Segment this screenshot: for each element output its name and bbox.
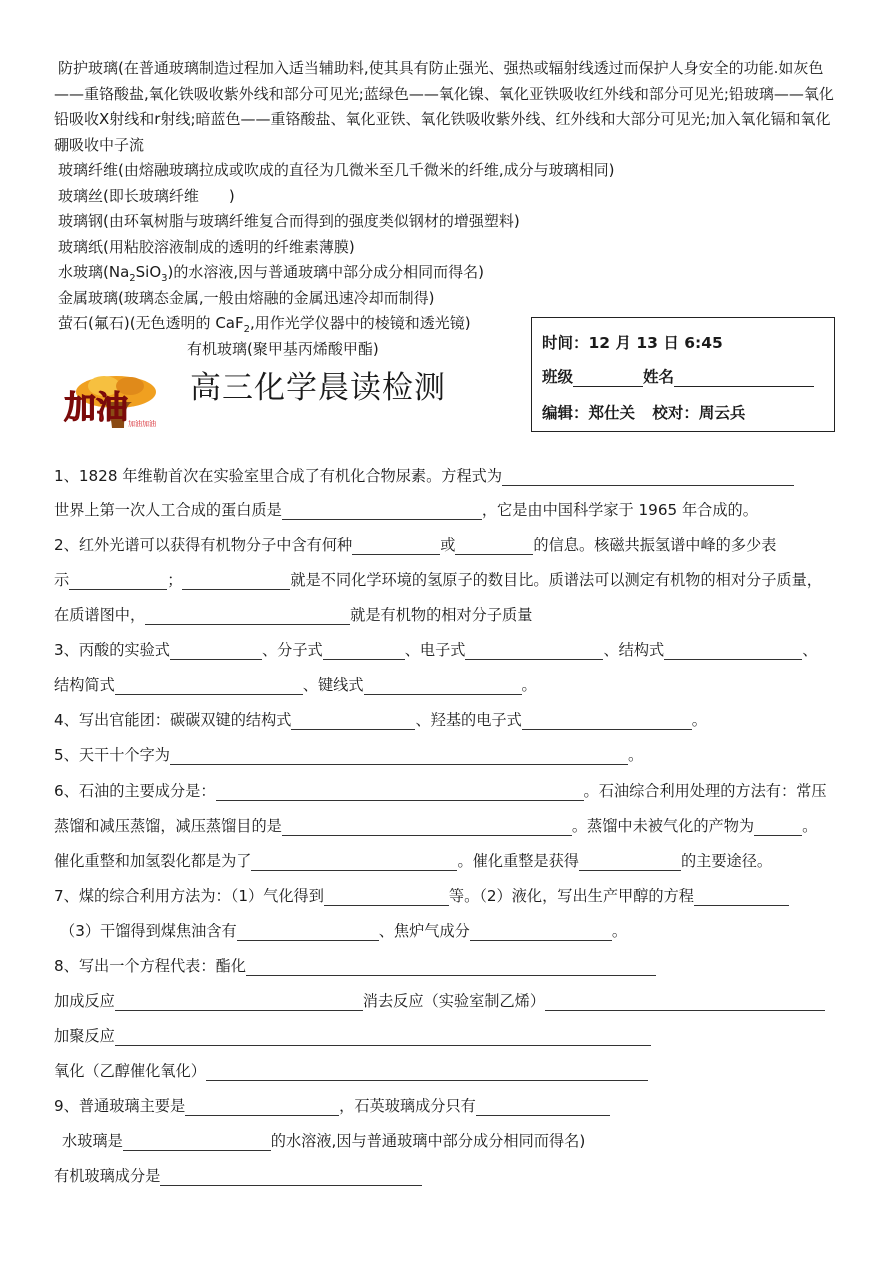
class-name-row bbox=[542, 365, 814, 387]
answer-blank[interactable] bbox=[502, 468, 794, 486]
question-text: 2、红外光谱可以获得有机物分子中含有何种 bbox=[54, 536, 353, 554]
question-text: 、键线式 bbox=[302, 676, 364, 694]
question-text: 世界上第一次人工合成的蛋白质是 bbox=[54, 501, 282, 519]
question-9-line-1 bbox=[54, 1096, 844, 1116]
answer-blank[interactable] bbox=[470, 923, 612, 941]
question-text: 、分子式 bbox=[261, 641, 323, 659]
question-text: 加聚反应 bbox=[54, 1027, 115, 1045]
question-text: 的水溶液,因与普通玻璃中部分成分相同而得名) bbox=[270, 1132, 586, 1150]
question-7-line-2 bbox=[60, 921, 850, 941]
answer-blank[interactable] bbox=[115, 677, 303, 695]
question-8-line-3 bbox=[54, 1026, 844, 1046]
glass-fiber-note: 玻璃纤维(由熔融玻璃拉成或吹成的直径为几微米至几千微米的纤维,成分与玻璃相同) bbox=[58, 161, 615, 179]
question-text: 。石油综合利用处理的方法有：常压 bbox=[583, 782, 827, 800]
answer-blank[interactable] bbox=[754, 818, 802, 836]
proof-label: 校对：周云兵 bbox=[652, 404, 746, 422]
answer-blank[interactable] bbox=[324, 888, 449, 906]
class-label: 班级 bbox=[542, 368, 574, 386]
question-text: 7、煤的综合利用方法为：（1）气化得到 bbox=[54, 887, 324, 905]
logo-text: 加油 bbox=[64, 388, 129, 426]
question-text: 加成反应 bbox=[54, 992, 115, 1010]
answer-blank[interactable] bbox=[206, 1063, 648, 1081]
answer-blank[interactable] bbox=[182, 572, 290, 590]
question-text: 。 bbox=[691, 711, 707, 729]
answer-blank[interactable] bbox=[170, 747, 628, 765]
answer-blank[interactable] bbox=[465, 642, 603, 660]
answer-blank[interactable] bbox=[522, 712, 692, 730]
question-text: 9、普通玻璃主要是 bbox=[54, 1097, 186, 1115]
question-text: 。 bbox=[521, 676, 537, 694]
answer-blank[interactable] bbox=[664, 642, 802, 660]
answer-blank[interactable] bbox=[160, 1168, 422, 1186]
answer-blank[interactable] bbox=[694, 888, 789, 906]
question-text: 、电子式 bbox=[404, 641, 466, 659]
question-text: 有机玻璃成分是 bbox=[54, 1167, 161, 1185]
question-text: 催化重整和加氢裂化都是为了 bbox=[54, 852, 252, 870]
glass-paper-note: 玻璃纸(用粘胶溶液制成的透明的纤维素薄膜) bbox=[58, 237, 355, 256]
question-text: ； bbox=[167, 571, 183, 589]
answer-blank[interactable] bbox=[115, 993, 363, 1011]
question-3-line-2 bbox=[54, 675, 844, 695]
question-text: 、结构式 bbox=[603, 641, 665, 659]
name-blank[interactable] bbox=[674, 368, 814, 387]
answer-blank[interactable] bbox=[352, 537, 440, 555]
answer-blank[interactable] bbox=[323, 642, 405, 660]
question-text: 4、写出官能团：碳碳双键的结构式 bbox=[54, 711, 292, 729]
glass-steel-note: 玻璃钢(由环氧树脂与玻璃纤维复合而得到的强度类似钢材的增强塑料) bbox=[58, 212, 520, 230]
jiayou-logo bbox=[58, 372, 162, 430]
question-text: 6、石油的主要成分是： bbox=[54, 782, 216, 800]
answer-blank[interactable] bbox=[476, 1098, 610, 1116]
question-text: 3、丙酸的实验式 bbox=[54, 641, 170, 659]
logo-small-text: 加油加油 bbox=[128, 420, 156, 428]
question-text: 或 bbox=[440, 536, 456, 554]
question-text: 。蒸馏中未被气化的产物为 bbox=[571, 817, 755, 835]
question-1-line-2 bbox=[54, 500, 844, 520]
question-text: 的信息。核磁共振氢谱中峰的多少表 bbox=[533, 536, 777, 554]
question-2-line-2 bbox=[54, 570, 844, 590]
question-7-line-1 bbox=[54, 886, 844, 906]
question-text: 8、写出一个方程代表：酯化 bbox=[54, 957, 246, 975]
editor-label: 编辑：郑仕关 bbox=[542, 404, 636, 422]
question-text: 。催化重整是获得 bbox=[457, 852, 579, 870]
page-title: 高三化学晨读检测 bbox=[190, 370, 446, 406]
question-text: ，石英玻璃成分只有 bbox=[339, 1097, 476, 1115]
water-glass-note: 水玻璃$(Na_2SiO_3)$的水溶液,因与普通玻璃中部分成分相同而得名) bbox=[58, 263, 484, 284]
question-text: 、 bbox=[802, 641, 818, 659]
answer-blank[interactable] bbox=[291, 712, 415, 730]
question-5 bbox=[54, 745, 844, 765]
metal-glass-note: 金属玻璃(玻璃态金属,一般由熔融的金属迅速冷却而制得) bbox=[58, 288, 435, 307]
answer-blank[interactable] bbox=[216, 783, 584, 801]
answer-blank[interactable] bbox=[246, 958, 656, 976]
answer-blank[interactable] bbox=[282, 502, 482, 520]
question-text: 。 bbox=[611, 922, 628, 940]
answer-blank[interactable] bbox=[455, 537, 533, 555]
question-text: （3）干馏得到煤焦油含有 bbox=[60, 922, 237, 940]
class-blank[interactable] bbox=[573, 368, 643, 387]
question-text: 。 bbox=[802, 817, 818, 835]
question-text: 1、1828 年维勒首次在实验室里合成了有机化合物尿素。方程式为 bbox=[54, 467, 503, 485]
question-text: 结构简式 bbox=[54, 676, 115, 694]
question-6-line-3 bbox=[54, 851, 844, 871]
question-text: 就是不同化学环境的氢原子的数目比。质谱法可以测定有机物的相对分子质量， bbox=[290, 571, 822, 589]
question-3-line-1 bbox=[54, 640, 844, 660]
question-8-line-4 bbox=[54, 1061, 844, 1081]
question-text: 、羟基的电子式 bbox=[415, 711, 522, 729]
name-label: 姓名 bbox=[643, 368, 675, 386]
question-4 bbox=[54, 710, 844, 730]
answer-blank[interactable] bbox=[579, 853, 681, 871]
question-text: 消去反应（实验室制乙烯） bbox=[362, 992, 545, 1010]
organic-glass-note: 有机玻璃(聚甲基丙烯酸甲酯) bbox=[187, 339, 379, 358]
question-text: 蒸馏和减压蒸馏，减压蒸馏目的是 bbox=[54, 817, 282, 835]
info-box bbox=[531, 317, 835, 432]
answer-blank[interactable] bbox=[170, 642, 262, 660]
question-9-line-3 bbox=[54, 1166, 844, 1186]
question-text: 5、天干十个字为 bbox=[54, 746, 170, 764]
question-text: 、焦炉气成分 bbox=[378, 922, 470, 940]
question-text: 在质谱图中， bbox=[54, 606, 146, 624]
question-2-line-3 bbox=[54, 605, 844, 625]
question-text: ，它是由中国科学家于 1965 年合成的。 bbox=[481, 501, 758, 519]
answer-blank[interactable] bbox=[115, 1028, 651, 1046]
question-2-line-1 bbox=[54, 535, 844, 555]
question-1-line-1 bbox=[54, 466, 844, 486]
question-text: 。 bbox=[627, 746, 644, 764]
question-8-line-1 bbox=[54, 956, 844, 976]
answer-blank[interactable] bbox=[364, 677, 522, 695]
time-label: 时间：12 月 13 日 6:45 bbox=[542, 334, 723, 352]
question-9-line-2 bbox=[62, 1131, 852, 1151]
answer-blank[interactable] bbox=[251, 853, 457, 871]
question-6-line-1 bbox=[54, 781, 844, 801]
answer-blank[interactable] bbox=[237, 923, 379, 941]
question-6-line-2 bbox=[54, 816, 844, 836]
editor-row bbox=[542, 401, 745, 423]
answer-blank[interactable] bbox=[282, 818, 572, 836]
question-text: 水玻璃是 bbox=[62, 1132, 123, 1150]
fluorite-note: 萤石(氟石)(无色透明的 CaF$_2$,用作光学仪器中的棱镜和透光镜) bbox=[58, 314, 471, 335]
question-text: 氧化（乙醇催化氧化） bbox=[54, 1062, 206, 1080]
protective-glass-note: 防护玻璃(在普通玻璃制造过程加入适当辅助料,使其具有防止强光、强热或辐射线透过而保护人身安全的功能.如灰色——重铬酸盐,氧化铁吸收紫外线和部分可见光;蓝绿色——氧化镍、氧化亚铁吸收红外线和部分可见光;铅玻璃——氧化铅吸收X射线和r射线;暗蓝色——重铬酸盐、氧化亚铁、氧化铁吸收紫外线、红外线和大部分可见光;加入氧化镉和氧化硼吸收中子流 bbox=[54, 59, 834, 154]
answer-blank[interactable] bbox=[69, 572, 167, 590]
question-8-line-2 bbox=[54, 991, 844, 1011]
answer-blank[interactable] bbox=[145, 607, 350, 625]
question-text: 就是有机物的相对分子质量 bbox=[350, 606, 533, 624]
question-text: 示 bbox=[54, 571, 70, 589]
answer-blank[interactable] bbox=[185, 1098, 339, 1116]
answer-blank[interactable] bbox=[545, 993, 825, 1011]
answer-blank[interactable] bbox=[123, 1133, 271, 1151]
question-text: 的主要途径。 bbox=[680, 852, 773, 870]
question-text: 等。（2）液化，写出生产甲醇的方程 bbox=[448, 887, 694, 905]
glass-wire-note: 玻璃丝(即长玻璃纤维 ) bbox=[58, 186, 235, 205]
